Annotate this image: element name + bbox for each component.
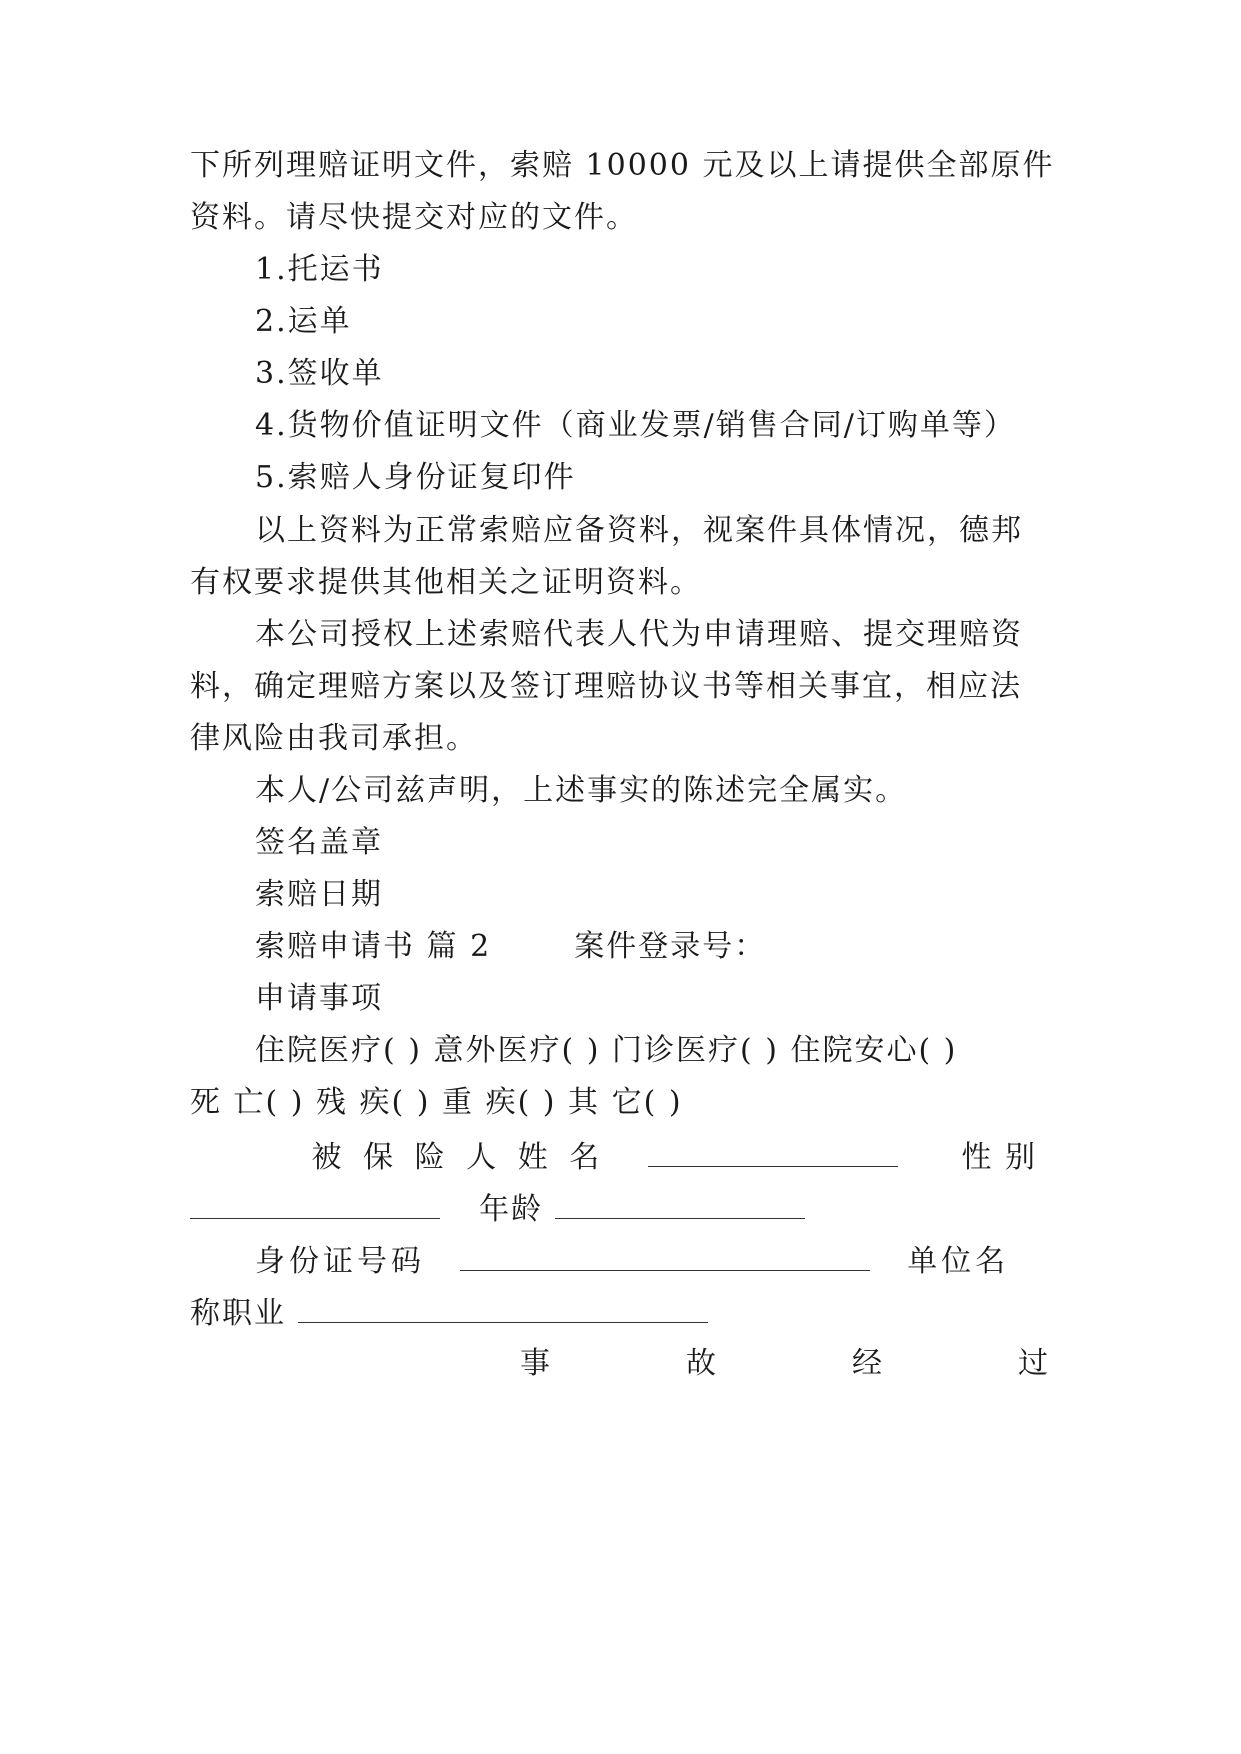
id-unit-row: [255, 1242, 1050, 1280]
list-item: 3.签收单: [255, 356, 384, 391]
id-number-label: 身份证号码: [255, 1244, 425, 1279]
signature-label: 签名盖章: [255, 825, 383, 860]
gender-age-row: [190, 1190, 1050, 1228]
occupation-row: [190, 1294, 1050, 1332]
text-line: 下所列理赔证明文件，索赔 10000 元及以上请提供全部原件: [190, 148, 1055, 183]
paragraph-line: 有权要求提供其他相关之证明资料。: [190, 565, 702, 600]
text-line: 资料。请尽快提交对应的文件。: [190, 200, 638, 235]
paragraph-line: 本公司授权上述索赔代表人代为申请理赔、提交理赔资: [255, 617, 1023, 652]
insured-name-label: 被 保 险 人 姓 名: [311, 1140, 606, 1175]
id-number-field[interactable]: [460, 1242, 870, 1271]
paragraph-line: 以上资料为正常索赔应备资料，视案件具体情况，德邦: [255, 513, 1023, 548]
list-item: 1.托运书: [255, 252, 384, 287]
accident-heading-char: 事: [520, 1346, 552, 1381]
declaration: 本人/公司兹声明，上述事实的陈述完全属实。: [255, 773, 908, 808]
date-label: 索赔日期: [255, 877, 383, 912]
age-field[interactable]: [555, 1190, 805, 1219]
claim-options-row: 住院医疗( ) 意外医疗( ) 门诊医疗( ) 住院安心( ): [255, 1033, 958, 1068]
paragraph-line: 料，确定理赔方案以及签订理赔协议书等相关事宜，相应法: [190, 669, 1022, 704]
gender-label: 性 别: [961, 1140, 1037, 1175]
apply-items-label: 申请事项: [255, 981, 383, 1016]
accident-heading-char: 过: [1018, 1346, 1050, 1381]
section-title: 索赔申请书 篇 2: [255, 929, 492, 964]
gender-field[interactable]: [190, 1190, 440, 1219]
unit-name-label: 单位名: [907, 1244, 1010, 1279]
list-item: 4.货物价值证明文件（商业发票/销售合同/订购单等）: [255, 408, 1016, 443]
age-label: 年龄: [479, 1192, 544, 1227]
paragraph-line: 律风险由我司承担。: [190, 721, 478, 756]
insured-name-field[interactable]: [648, 1138, 898, 1167]
case-number-label: 案件登录号：: [574, 929, 767, 964]
list-item: 2.运单: [255, 304, 352, 339]
accident-heading-char: 经: [852, 1346, 884, 1381]
list-item: 5.索赔人身份证复印件: [255, 460, 576, 495]
insured-name-row: [190, 1138, 1050, 1176]
section-title-row: [255, 929, 1050, 965]
occupation-field[interactable]: [298, 1294, 708, 1323]
accident-heading: [520, 1346, 1050, 1382]
claim-options-row: 死 亡( ) 残 疾( ) 重 疾( ) 其 它( ): [190, 1085, 683, 1120]
occupation-label: 称职业: [190, 1296, 286, 1331]
accident-heading-char: 故: [686, 1346, 718, 1381]
